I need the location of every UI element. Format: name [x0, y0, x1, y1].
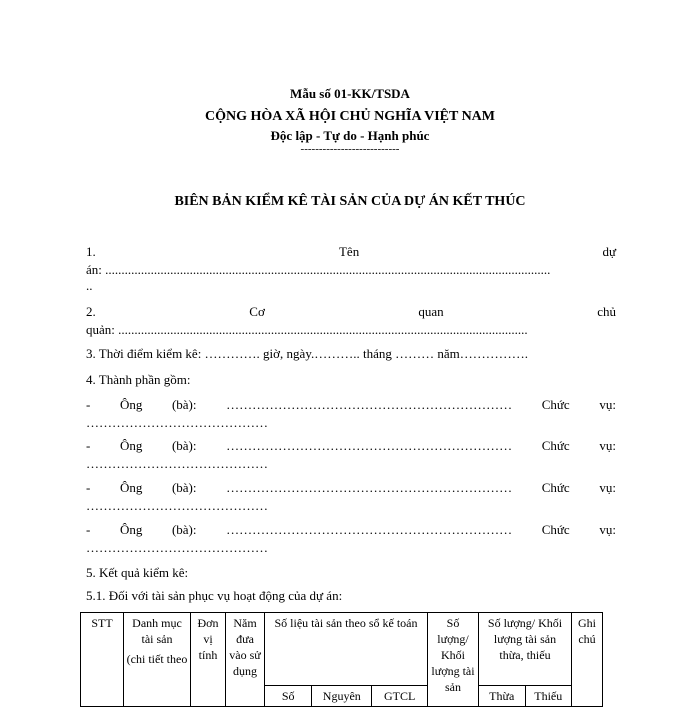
asset-inventory-table — [80, 612, 603, 707]
item-2-word-1: Cơ — [249, 304, 265, 319]
sub-col-surplus: Thừa — [479, 686, 526, 707]
item-2-continuation: quản: .............................................................................................................................. — [86, 322, 528, 337]
item-2-word-2: quan — [418, 304, 444, 319]
item-1-word: Tên — [338, 244, 360, 259]
col-notes: Ghi chú — [572, 613, 603, 707]
item-5-heading: 5. Kết quả kiểm kê: — [86, 565, 189, 580]
sub-col-remaining-value: GTCL — [372, 686, 428, 707]
col-book-data: Số liệu tài sản theo sổ kế toán — [265, 613, 428, 686]
member-role-dots: …………………………………… — [86, 498, 268, 513]
national-motto: Độc lập - Tự do - Hạnh phúc — [270, 128, 430, 143]
country-name: CỘNG HÒA XÃ HỘI CHỦ NGHĨA VIỆT NAM — [204, 109, 495, 124]
col-stt: STT — [81, 613, 124, 707]
sub-col-shortage: Thiếu — [525, 686, 572, 707]
item-2-end: chủ — [597, 304, 616, 319]
form-number: Mẫu số 01-KK/TSDA — [290, 86, 410, 101]
member-line: - Ông (bà): ………………………………………………………… Chức vụ: — [86, 397, 616, 412]
member-line: - Ông (bà): ………………………………………………………… Chức vụ: — [86, 480, 616, 495]
sub-col-quantity: Số — [265, 686, 312, 707]
document-title: BIÊN BẢN KIỂM KÊ TÀI SẢN CỦA DỰ ÁN KẾT THÚC — [174, 194, 526, 209]
member-role-dots: …………………………………… — [86, 456, 268, 471]
item-2-line — [86, 304, 616, 320]
item-1-line — [86, 244, 616, 260]
item-2-number: 2. — [86, 304, 96, 319]
col-surplus-shortage: Số lượng/ Khối lượng tài sản thừa, thiếu — [479, 613, 572, 686]
header-divider: --------------------------- — [300, 143, 400, 155]
item-1-tail: .. — [86, 278, 93, 293]
item-3-time: 3. Thời điểm kiểm kê: …………. giờ, ngày.……….. tháng ……… năm……………. — [86, 346, 528, 361]
item-1-continuation: án: ......................................................................................................................................... — [86, 262, 551, 277]
col-unit: Đơn vị tính — [191, 613, 226, 707]
member-role-dots: …………………………………… — [86, 540, 268, 555]
item-4-heading: 4. Thành phần gồm: — [86, 372, 191, 387]
item-1-number: 1. — [86, 244, 96, 259]
member-line: - Ông (bà): ………………………………………………………… Chức vụ: — [86, 522, 616, 537]
col-year-in-use: Năm đưa vào sử dụng — [226, 613, 265, 707]
sub-col-original-cost: Nguyên — [312, 686, 372, 707]
col-asset-list: Danh mục tài sản (chi tiết theo — [124, 613, 191, 707]
member-role-dots: …………………………………… — [86, 415, 268, 430]
item-5-1-heading: 5.1. Đối với tài sản phục vụ hoạt động của dự án: — [86, 588, 343, 603]
col-quantity: Số lượng/ Khối lượng tài sản — [428, 613, 479, 707]
member-line: - Ông (bà): ………………………………………………………… Chức vụ: — [86, 438, 616, 453]
item-1-end: dự — [602, 244, 616, 259]
